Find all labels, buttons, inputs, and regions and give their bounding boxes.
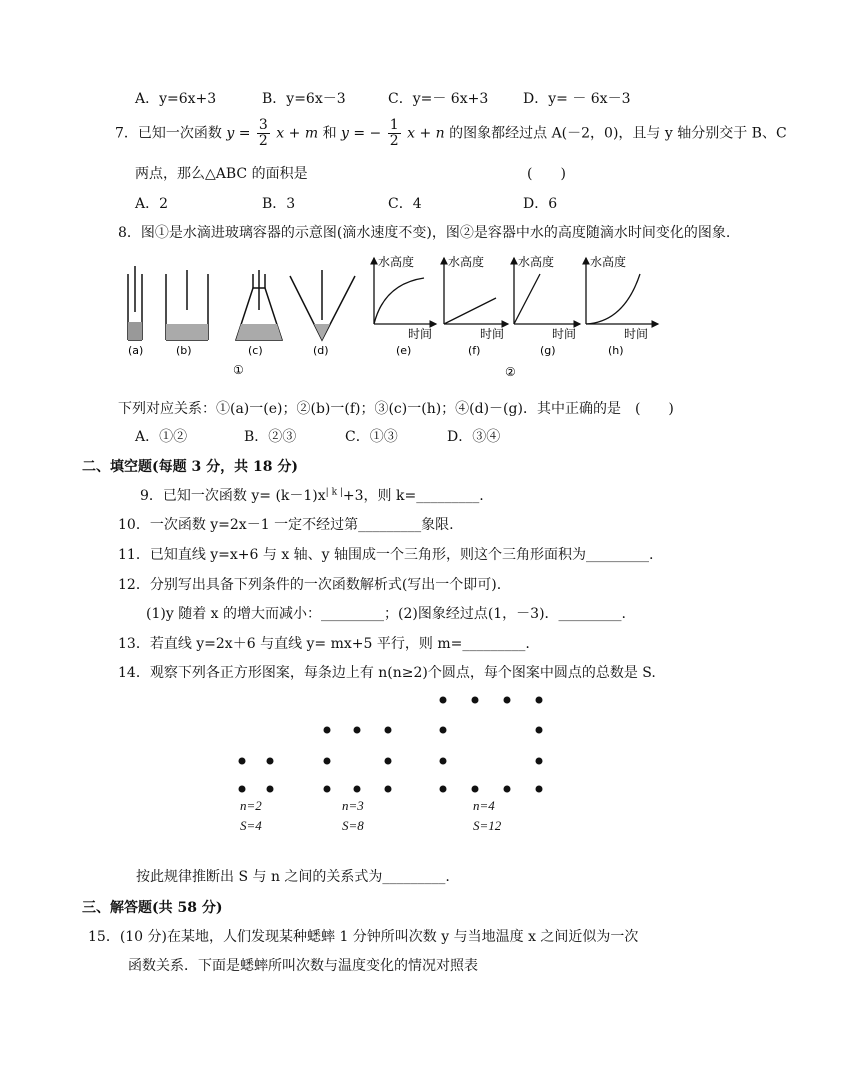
q7-y2: y = − <box>341 125 382 142</box>
graph-f-xlabel: 时间 <box>480 327 505 341</box>
q7-tail-2: x + n <box>407 125 445 142</box>
q7-line1 <box>115 118 787 149</box>
graph-e <box>374 254 436 357</box>
q7-option-b: B．3 <box>262 196 296 212</box>
container-a <box>128 266 142 340</box>
q9-text: 9．已知一次函数 y= (k－1)x <box>140 488 326 504</box>
q6-option-a: A．y=6x+3 <box>135 91 217 107</box>
q7-paren: ( ) <box>527 166 566 182</box>
pattern-n2-s: S=4 <box>240 818 262 833</box>
q14-tail: 按此规律推断出 S 与 n 之间的关系式为_________. <box>136 869 450 885</box>
q7-fraction-1 <box>257 118 270 149</box>
q7-fraction-2-den: 2 <box>389 133 399 149</box>
q11: 11．已知直线 y=x+6 与 x 轴、y 轴围成一个三角形，则这个三角形面积为_________. <box>118 547 654 563</box>
q7-rest: 的图象都经过点 A(－2，0)，且与 y 轴分别交于 B、C <box>449 125 787 142</box>
q7-line2: 两点，那么△ABC 的面积是 <box>135 166 308 182</box>
graph-f-ylabel: 水高度 <box>448 255 485 269</box>
q7-fraction-1-num: 3 <box>258 117 268 133</box>
q10: 10．一次函数 y=2x－1 一定不经过第_________象限. <box>118 517 454 533</box>
q7-number: 7．已知一次函数 <box>115 125 222 142</box>
graph-h <box>586 254 658 357</box>
pattern-n4 <box>440 697 543 793</box>
graph-e-label: (e) <box>396 344 412 357</box>
pattern-n4-n: n=4 <box>473 798 495 813</box>
q6-option-d: D．y= － 6x－3 <box>523 91 631 107</box>
q7-option-d: D．6 <box>523 196 558 212</box>
q8-option-a: A．①② <box>135 429 188 445</box>
q7-fraction-1-den: 2 <box>258 133 268 149</box>
q15: 15．(10 分)在某地，人们发现某种蟋蟀 1 分钟所叫次数 y 与当地温度 x 之间近似为一次 <box>88 929 639 945</box>
graph-h-label: (h) <box>608 344 624 357</box>
q13: 13．若直线 y=2x＋6 与直线 y= mx+5 平行，则 m=_________. <box>118 636 530 652</box>
q7-fraction-2 <box>388 118 401 149</box>
graph-e-ylabel: 水高度 <box>378 255 415 269</box>
section-2-heading: 二、填空题(每题 3 分，共 18 分) <box>82 459 298 475</box>
graph-g-label: (g) <box>540 344 556 357</box>
q12: 12．分别写出具备下列条件的一次函数解析式(写出一个即可). <box>118 577 502 593</box>
q8-text: 8．图①是水滴进玻璃容器的示意图(滴水速度不变)，图②是容器中水的高度随滴水时间变化的图象. <box>118 225 731 241</box>
q8-option-c: C．①③ <box>345 429 398 445</box>
container-a-label: (a) <box>128 344 144 357</box>
graph-f <box>444 254 508 357</box>
graph-g <box>514 254 580 357</box>
pattern-n3-n: n=3 <box>342 798 364 813</box>
q12-sub: (1)y 随着 x 的增大而减小：_________；(2)图象经过点(1，－3)．_________. <box>146 606 627 622</box>
pattern-n3 <box>324 727 392 793</box>
pattern-n3-s: S=8 <box>342 818 364 833</box>
q9-exponent: | k | <box>325 487 343 498</box>
pattern-n2-n: n=2 <box>240 798 262 813</box>
graph-g-ylabel: 水高度 <box>518 255 555 269</box>
graph-f-label: (f) <box>468 344 481 357</box>
figure-1-label: ① <box>233 363 244 377</box>
q15-line2: 函数关系．下面是蟋蟀所叫次数与温度变化的情况对照表 <box>128 958 478 974</box>
container-c-label: (c) <box>248 344 263 357</box>
graphs-svg <box>368 252 668 382</box>
dot-patterns <box>230 688 560 838</box>
q7-tail-1: x + m <box>276 125 319 142</box>
q14: 14．观察下列各正方形图案，每条边上有 n(n≥2)个圆点，每个图案中圆点的总数是 S. <box>118 665 656 681</box>
q9-rest: +3，则 k=_________. <box>342 488 484 504</box>
figure-2-label: ② <box>505 365 516 379</box>
q9 <box>140 485 484 505</box>
q8-line2: 下列对应关系：①(a)一(e)；②(b)一(f)；③(c)一(h)；④(d)－(g)．其中正确的是 ( ) <box>118 401 674 417</box>
q8-option-d: D．③④ <box>447 429 501 445</box>
container-d-label: (d) <box>313 344 329 357</box>
graph-h-ylabel: 水高度 <box>590 255 627 269</box>
containers-svg <box>118 262 368 382</box>
graph-g-xlabel: 时间 <box>552 327 577 341</box>
container-c <box>236 270 282 340</box>
q8-option-b: B．②③ <box>244 429 297 445</box>
section-3-heading: 三、解答题(共 58 分) <box>82 900 223 916</box>
q7-and: 和 <box>322 125 337 142</box>
graph-e-xlabel: 时间 <box>408 327 433 341</box>
dot-patterns-svg <box>230 688 560 838</box>
q7-y1: y = <box>226 125 251 142</box>
containers-figure <box>118 262 368 382</box>
container-d <box>290 270 355 340</box>
container-b <box>166 270 208 340</box>
q7-fraction-2-num: 1 <box>389 117 399 133</box>
q7-option-a: A．2 <box>135 196 169 212</box>
q6-option-c: C．y=－ 6x+3 <box>388 91 489 107</box>
q7-option-c: C．4 <box>388 196 422 212</box>
graph-h-xlabel: 时间 <box>624 327 649 341</box>
container-b-label: (b) <box>176 344 192 357</box>
pattern-n2 <box>239 758 274 793</box>
q6-option-b: B．y=6x－3 <box>262 91 346 107</box>
pattern-n4-s: S=12 <box>473 818 502 833</box>
graphs-figure <box>368 252 668 382</box>
